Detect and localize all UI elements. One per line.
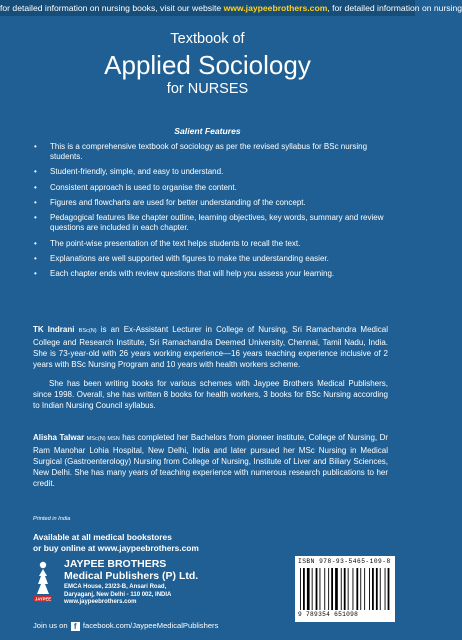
availability-line-1: Available at all medical bookstores: [33, 532, 172, 542]
availability-line-2: or buy online at www.jaypeebrothers.com: [33, 543, 199, 553]
book-title: [0, 30, 415, 98]
feature-item: • Student-friendly, simple, and easy to understand.: [34, 167, 384, 177]
social-join: [33, 621, 218, 631]
facebook-link[interactable]: facebook.com/JaypeeMedicalPublishers: [82, 621, 219, 630]
author2-degree: MSc(N) MSN: [86, 436, 120, 442]
author1-bio: [33, 324, 388, 370]
top-banner: [0, 0, 462, 16]
title-line-1: Textbook of: [170, 31, 245, 47]
availability: [33, 532, 199, 554]
feature-item: • This is a comprehensive textbook of sociology as per the revised syllabus for BSc nursing students.: [34, 142, 384, 162]
banner-text-before: for detailed information on nursing books, visit our website: [0, 3, 224, 13]
title-line-2: Applied Sociology: [104, 50, 311, 80]
author2-name: Alisha Talwar: [33, 433, 85, 442]
printed-in: Printed in India: [33, 516, 71, 522]
publisher-address-2: Daryaganj, New Delhi - 110 002, INDIA: [64, 591, 172, 598]
publisher-name-1: JAYPEE BROTHERS: [64, 558, 167, 570]
feature-item: • Each chapter ends with review questions that will help you assess your learning.: [34, 269, 384, 279]
author1-para2: She has been writing books for various schemes with Jaypee Brothers Medical Publishers, since 1998. Overall, she has written 8 books for health workers, 3 books for BSc Nursing according to Indian Nursing Council syllabus.: [33, 379, 388, 410]
author1-degree: BSc(N): [78, 328, 97, 334]
salient-features-heading: Salient Features: [174, 126, 241, 136]
features-list: [34, 142, 384, 285]
barcode-digits: 9 789354 651098: [298, 611, 359, 618]
feature-item: • The point-wise presentation of the text helps students to recall the text.: [34, 239, 384, 249]
banner-text-after: , for detailed information on nursing: [327, 3, 462, 13]
publisher-name-2: Medical Publishers (P) Ltd.: [64, 570, 199, 582]
barcode-bars: [300, 568, 390, 610]
feature-item: • Pedagogical features like chapter outline, learning objectives, key words, summary and review questions are included in each chapter.: [34, 213, 384, 233]
banner-url: www.jaypeebrothers.com: [223, 3, 328, 13]
publisher-address-1: EMCA House, 23/23-B, Ansari Road,: [64, 584, 167, 590]
author2-text: has completed her Bachelors from pioneer institute, College of Nursing, Dr Ram Manohar Lohia Hospital, New Delhi, India and later pursued her MSc Nursing in Medical Surgical (Gastroenterology) Nursing from College of Nursing, Institute of Liver and Biliary Sciences, New Delhi. She has many years of teaching experience with numerous research publications to her credit.: [33, 433, 389, 488]
logo-text: JAYPEE: [34, 596, 52, 602]
author2-bio: [33, 432, 388, 489]
publisher-name: [64, 558, 198, 582]
author1-name: TK Indrani: [33, 325, 75, 334]
join-label: Join us on: [33, 621, 68, 630]
publisher-address: [64, 584, 171, 607]
publisher-website: www.jaypeebrothers.com: [64, 599, 137, 606]
feature-item: • Consistent approach is used to organise the content.: [34, 183, 384, 193]
isbn-barcode: [295, 556, 395, 622]
jaypee-logo-icon: [34, 560, 52, 604]
facebook-icon: f: [71, 622, 80, 631]
feature-item: • Figures and flowcharts are used for better understanding of the concept.: [34, 198, 384, 208]
isbn-text: ISBN 978-93-5465-109-8: [298, 558, 391, 565]
author1-text: is an Ex-Assistant Lecturer in College of Nursing, Sri Ramachandra Medical College and Research Institute, Sri Ramachandra Deemed University, Chennai, Tamil Nadu, India. She is 73-year-old with 26 years working experience—16 years teaching experience inclusive of 2 years with BSc Nursing Program and 10 years with health workers scheme.: [33, 325, 388, 369]
feature-item: • Explanations are well supported with figures to make the understanding easier.: [34, 254, 384, 264]
title-line-3: for NURSES: [166, 81, 249, 97]
